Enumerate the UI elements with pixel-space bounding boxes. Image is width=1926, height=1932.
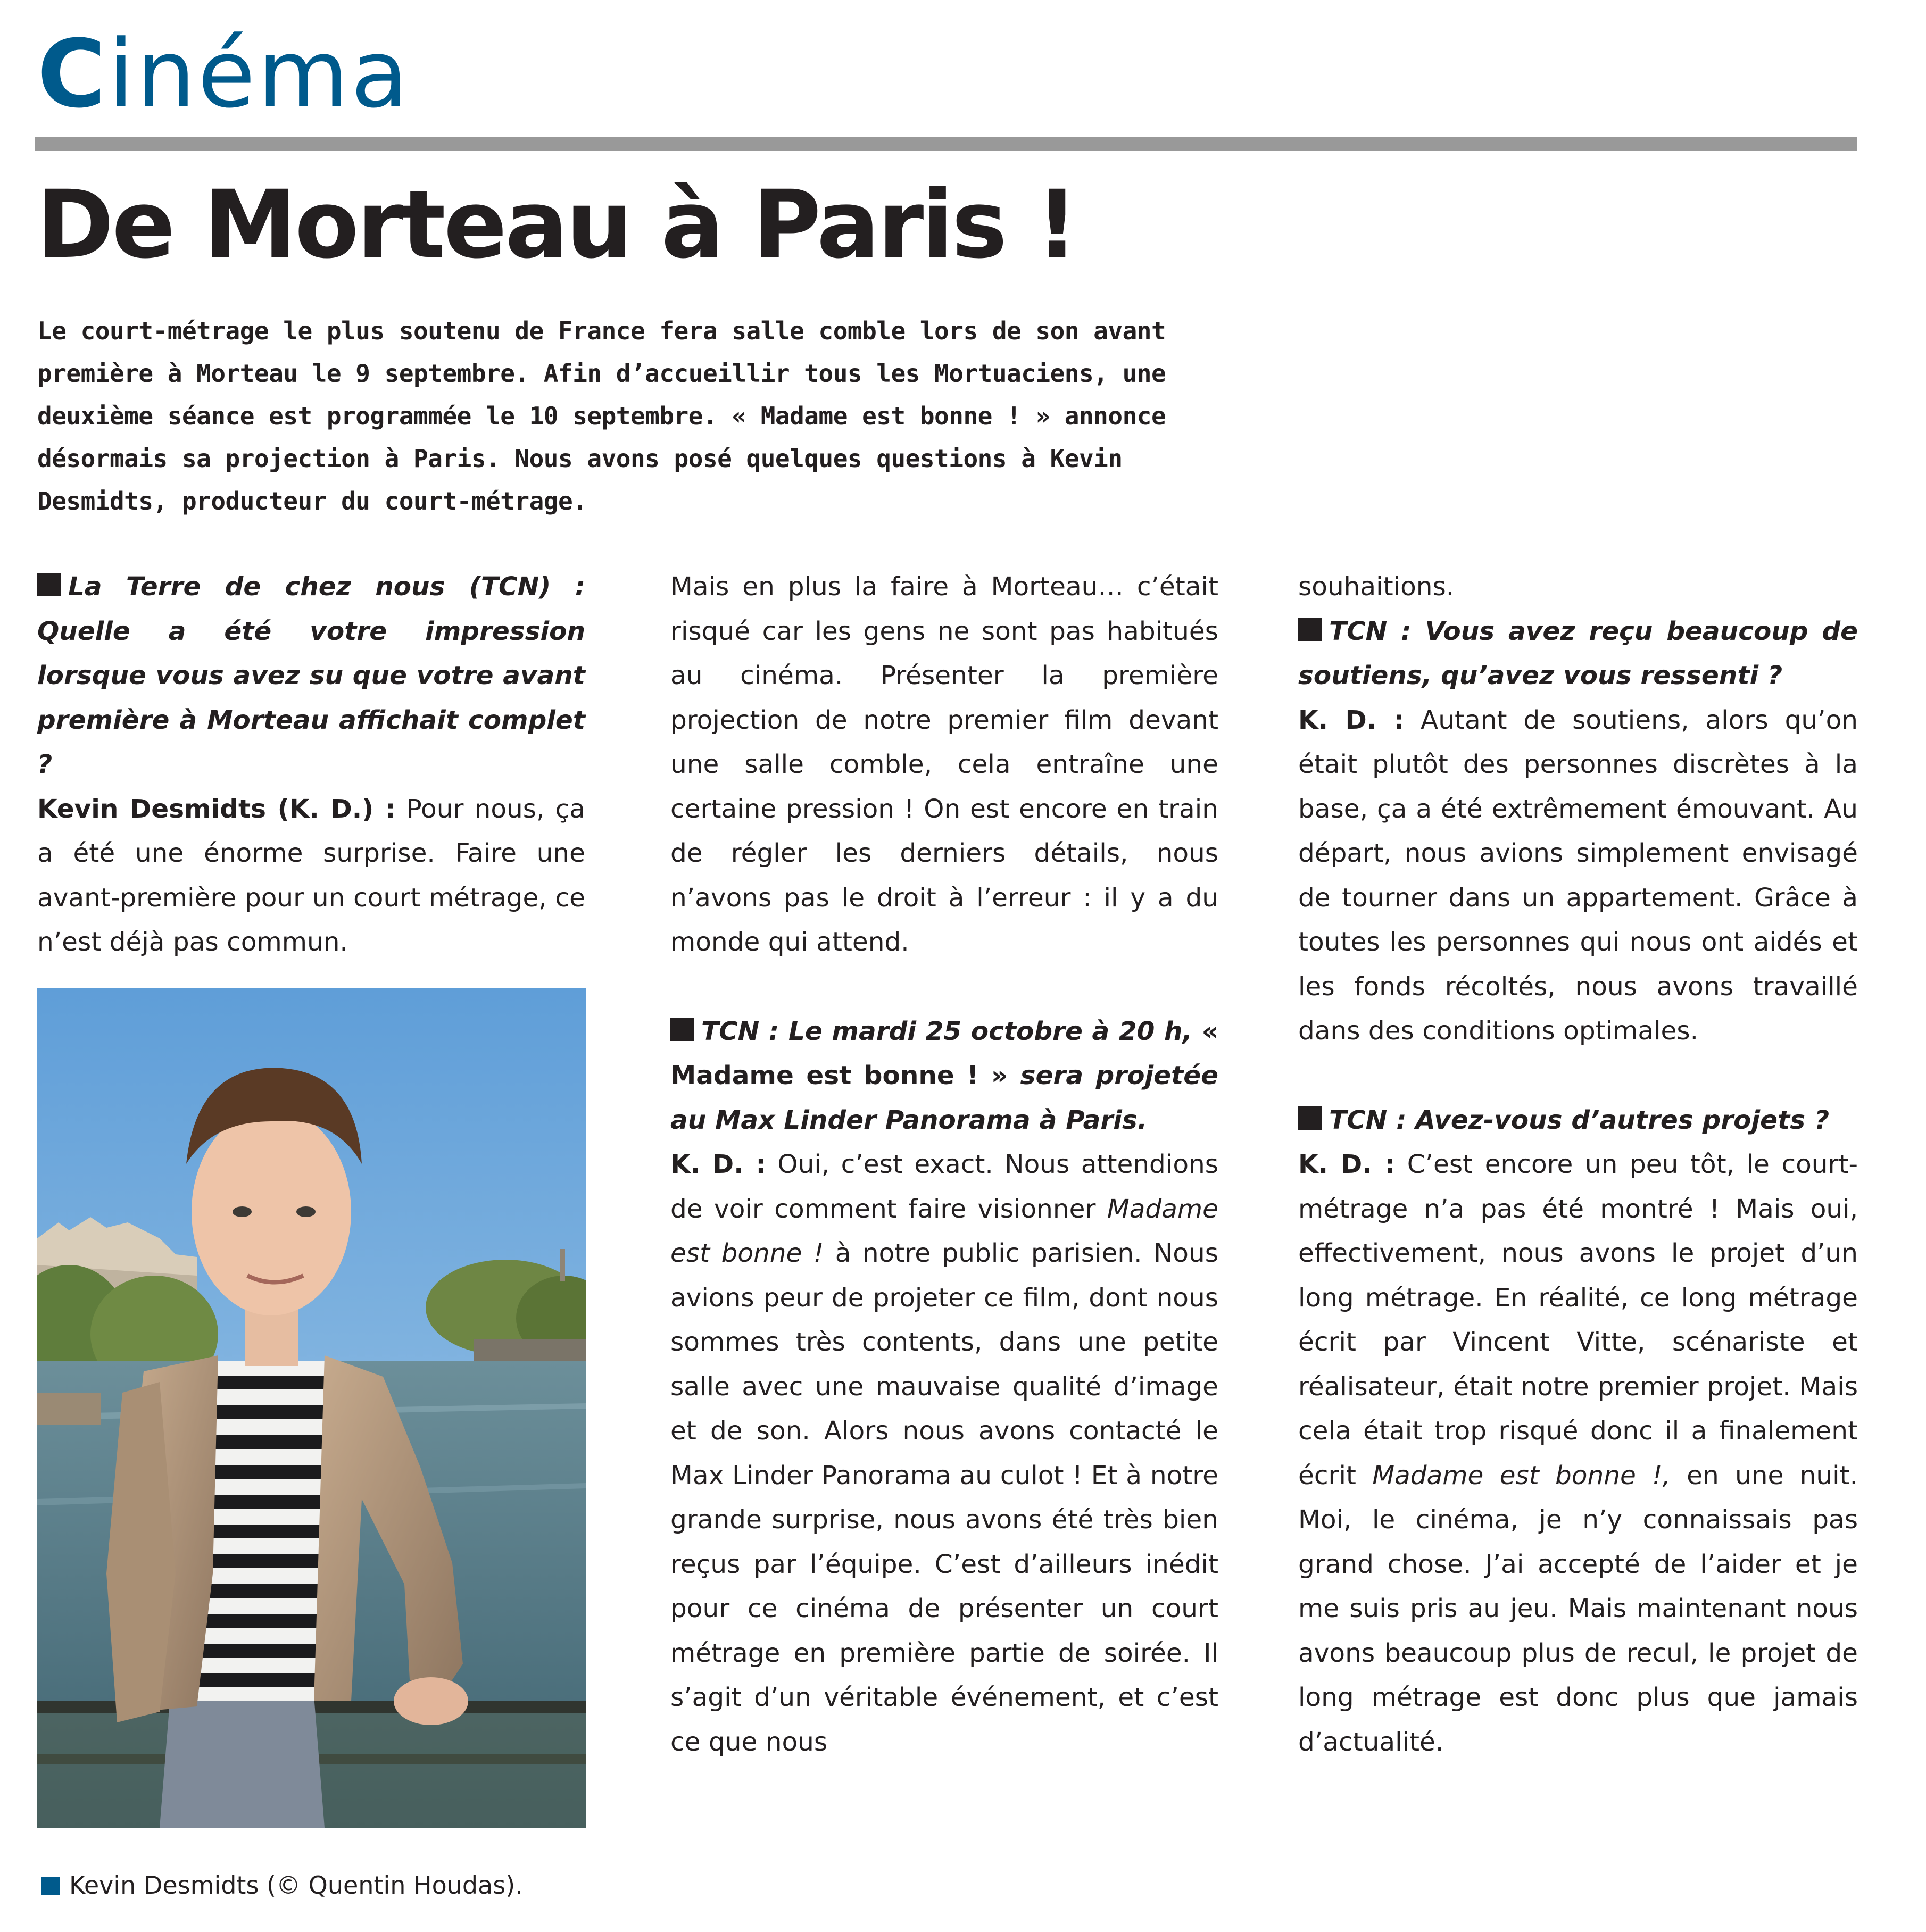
answer-4-text-b: en une nuit. Moi, le cinéma, je n’y connaissais pas grand chose. J’ai accepté de l’aider et je me suis pris au jeu. Mais maintenant nous avons beaucoup plus de recul, le projet de long métrage est donc plus que jamais d’actualité. bbox=[1298, 1460, 1858, 1757]
answer-4-text-a: C’est encore un peu tôt, le court-métrage n’a pas été montré ! Mais oui, effectivement, nous avons le projet d’un long métrage. En réalité, ce long métrage écrit par Vincent Vitte, scénariste et réalisateur, était notre premier projet. Mais cela était trop risqué donc il a finalement écrit bbox=[1298, 1150, 1858, 1490]
question-marker-icon bbox=[37, 573, 61, 596]
article-column-2 bbox=[670, 565, 1218, 1764]
question-3 bbox=[1298, 610, 1858, 698]
question-2-title: « Madame est bonne ! » bbox=[670, 1016, 1218, 1090]
answer-3 bbox=[1298, 698, 1858, 1054]
answer-2-continued: souhaitions. bbox=[1298, 572, 1455, 602]
answer-1 bbox=[37, 787, 585, 965]
answer-1-continued: Mais en plus la faire à Morteau… c’était risqué car les gens ne sont pas habitués au cinéma. Présenter la première projection de notre premier film devant une salle comble, cela entraîne une certaine pression ! On est encore en train de régler les derniers détails, nous n’avons pas le droit à l’erreur : il y a du monde qui attend. bbox=[670, 572, 1218, 957]
caption-text: Kevin Desmidts (© Quentin Houdas). bbox=[69, 1871, 523, 1900]
speaker-label: K. D. : bbox=[1298, 1150, 1396, 1179]
question-2-text-c: sera projetée au Max Linder Panorama à Paris. bbox=[670, 1061, 1219, 1135]
question-marker-icon bbox=[670, 1018, 694, 1041]
question-4-text: TCN : Avez-vous d’autres projets ? bbox=[1329, 1105, 1830, 1135]
caption-marker-icon bbox=[41, 1877, 60, 1895]
section-title-rest: inéma bbox=[108, 20, 411, 129]
answer-2-text-b: à notre public parisien. Nous avions peur de projeter ce film, dont nous sommes très contents, dans une petite salle avec une mauvaise qualité d’image et de son. Alors nous avons contacté le Max Linder Panorama au culot ! Et à notre grande surprise, nous avons été très bien reçus par l’équipe. C’est d’ailleurs inédit pour ce cinéma de présenter un court métrage en première partie de soirée. Il s’agit d’un véritable événement, et c’est ce que nous bbox=[670, 1238, 1218, 1757]
speaker-label: K. D. : bbox=[1298, 705, 1405, 735]
article-column-3 bbox=[1298, 565, 1858, 1764]
article-column-1 bbox=[37, 565, 585, 965]
section-divider bbox=[35, 137, 1857, 151]
question-1 bbox=[37, 565, 585, 787]
article-intro: Le court-métrage le plus soutenu de France fera salle comble lors de son avant première à Morteau le 9 septembre. Afin d’accueillir tous les Mortuaciens, une deuxième séance est programmée le 10 septembre. « Madame est bonne ! » annonce désormais sa projection à Paris. Nous avons posé quelques questions à Kevin Desmidts, producteur du court-métrage. bbox=[37, 317, 1166, 515]
question-3-text: TCN : Vous avez reçu beaucoup de soutiens, qu’avez vous ressenti ? bbox=[1298, 616, 1858, 690]
answer-4 bbox=[1298, 1143, 1858, 1764]
portrait-photo bbox=[37, 988, 586, 1828]
question-2 bbox=[670, 1010, 1218, 1143]
answer-1-text: Pour nous, ça a été une énorme surprise. Faire une avant-première pour un court métrage, ce n’est déjà pas commun. bbox=[37, 794, 585, 957]
question-4 bbox=[1298, 1098, 1858, 1143]
question-marker-icon bbox=[1298, 1106, 1322, 1130]
question-marker-icon bbox=[1298, 618, 1322, 641]
question-1-text: La Terre de chez nous (TCN) : Quelle a été votre impression lorsque vous avez su que votre avant première à Morteau affichait complet ? bbox=[37, 572, 585, 779]
answer-2 bbox=[670, 1143, 1218, 1764]
speaker-label: Kevin Desmidts (K. D.) : bbox=[37, 794, 396, 824]
answer-2-text-a: Oui, c’est exact. Nous attendions de voir comment faire visionner bbox=[670, 1150, 1218, 1224]
answer-4-film-title: Madame est bonne !, bbox=[1372, 1460, 1671, 1490]
answer-3-text: Autant de soutiens, alors qu’on était plutôt des personnes discrètes à la base, ça a été extrêmement émouvant. Au départ, nous avions simplement envisagé de tourner dans un appartement. Grâce à toutes les personnes qui nous ont aidés et les fonds récoltés, nous avons travaillé dans des conditions optimales. bbox=[1298, 705, 1858, 1046]
question-2-text-a: TCN : Le mardi 25 octobre à 20 h, bbox=[701, 1016, 1202, 1046]
speaker-label: K. D. : bbox=[670, 1150, 766, 1179]
section-title bbox=[37, 21, 410, 128]
answer-2-film-title: Madame est bonne ! bbox=[670, 1194, 1218, 1268]
article-headline: De Morteau à Paris ! bbox=[36, 170, 1076, 279]
photo-caption bbox=[41, 1869, 523, 1901]
section-title-initial: C bbox=[37, 20, 109, 129]
